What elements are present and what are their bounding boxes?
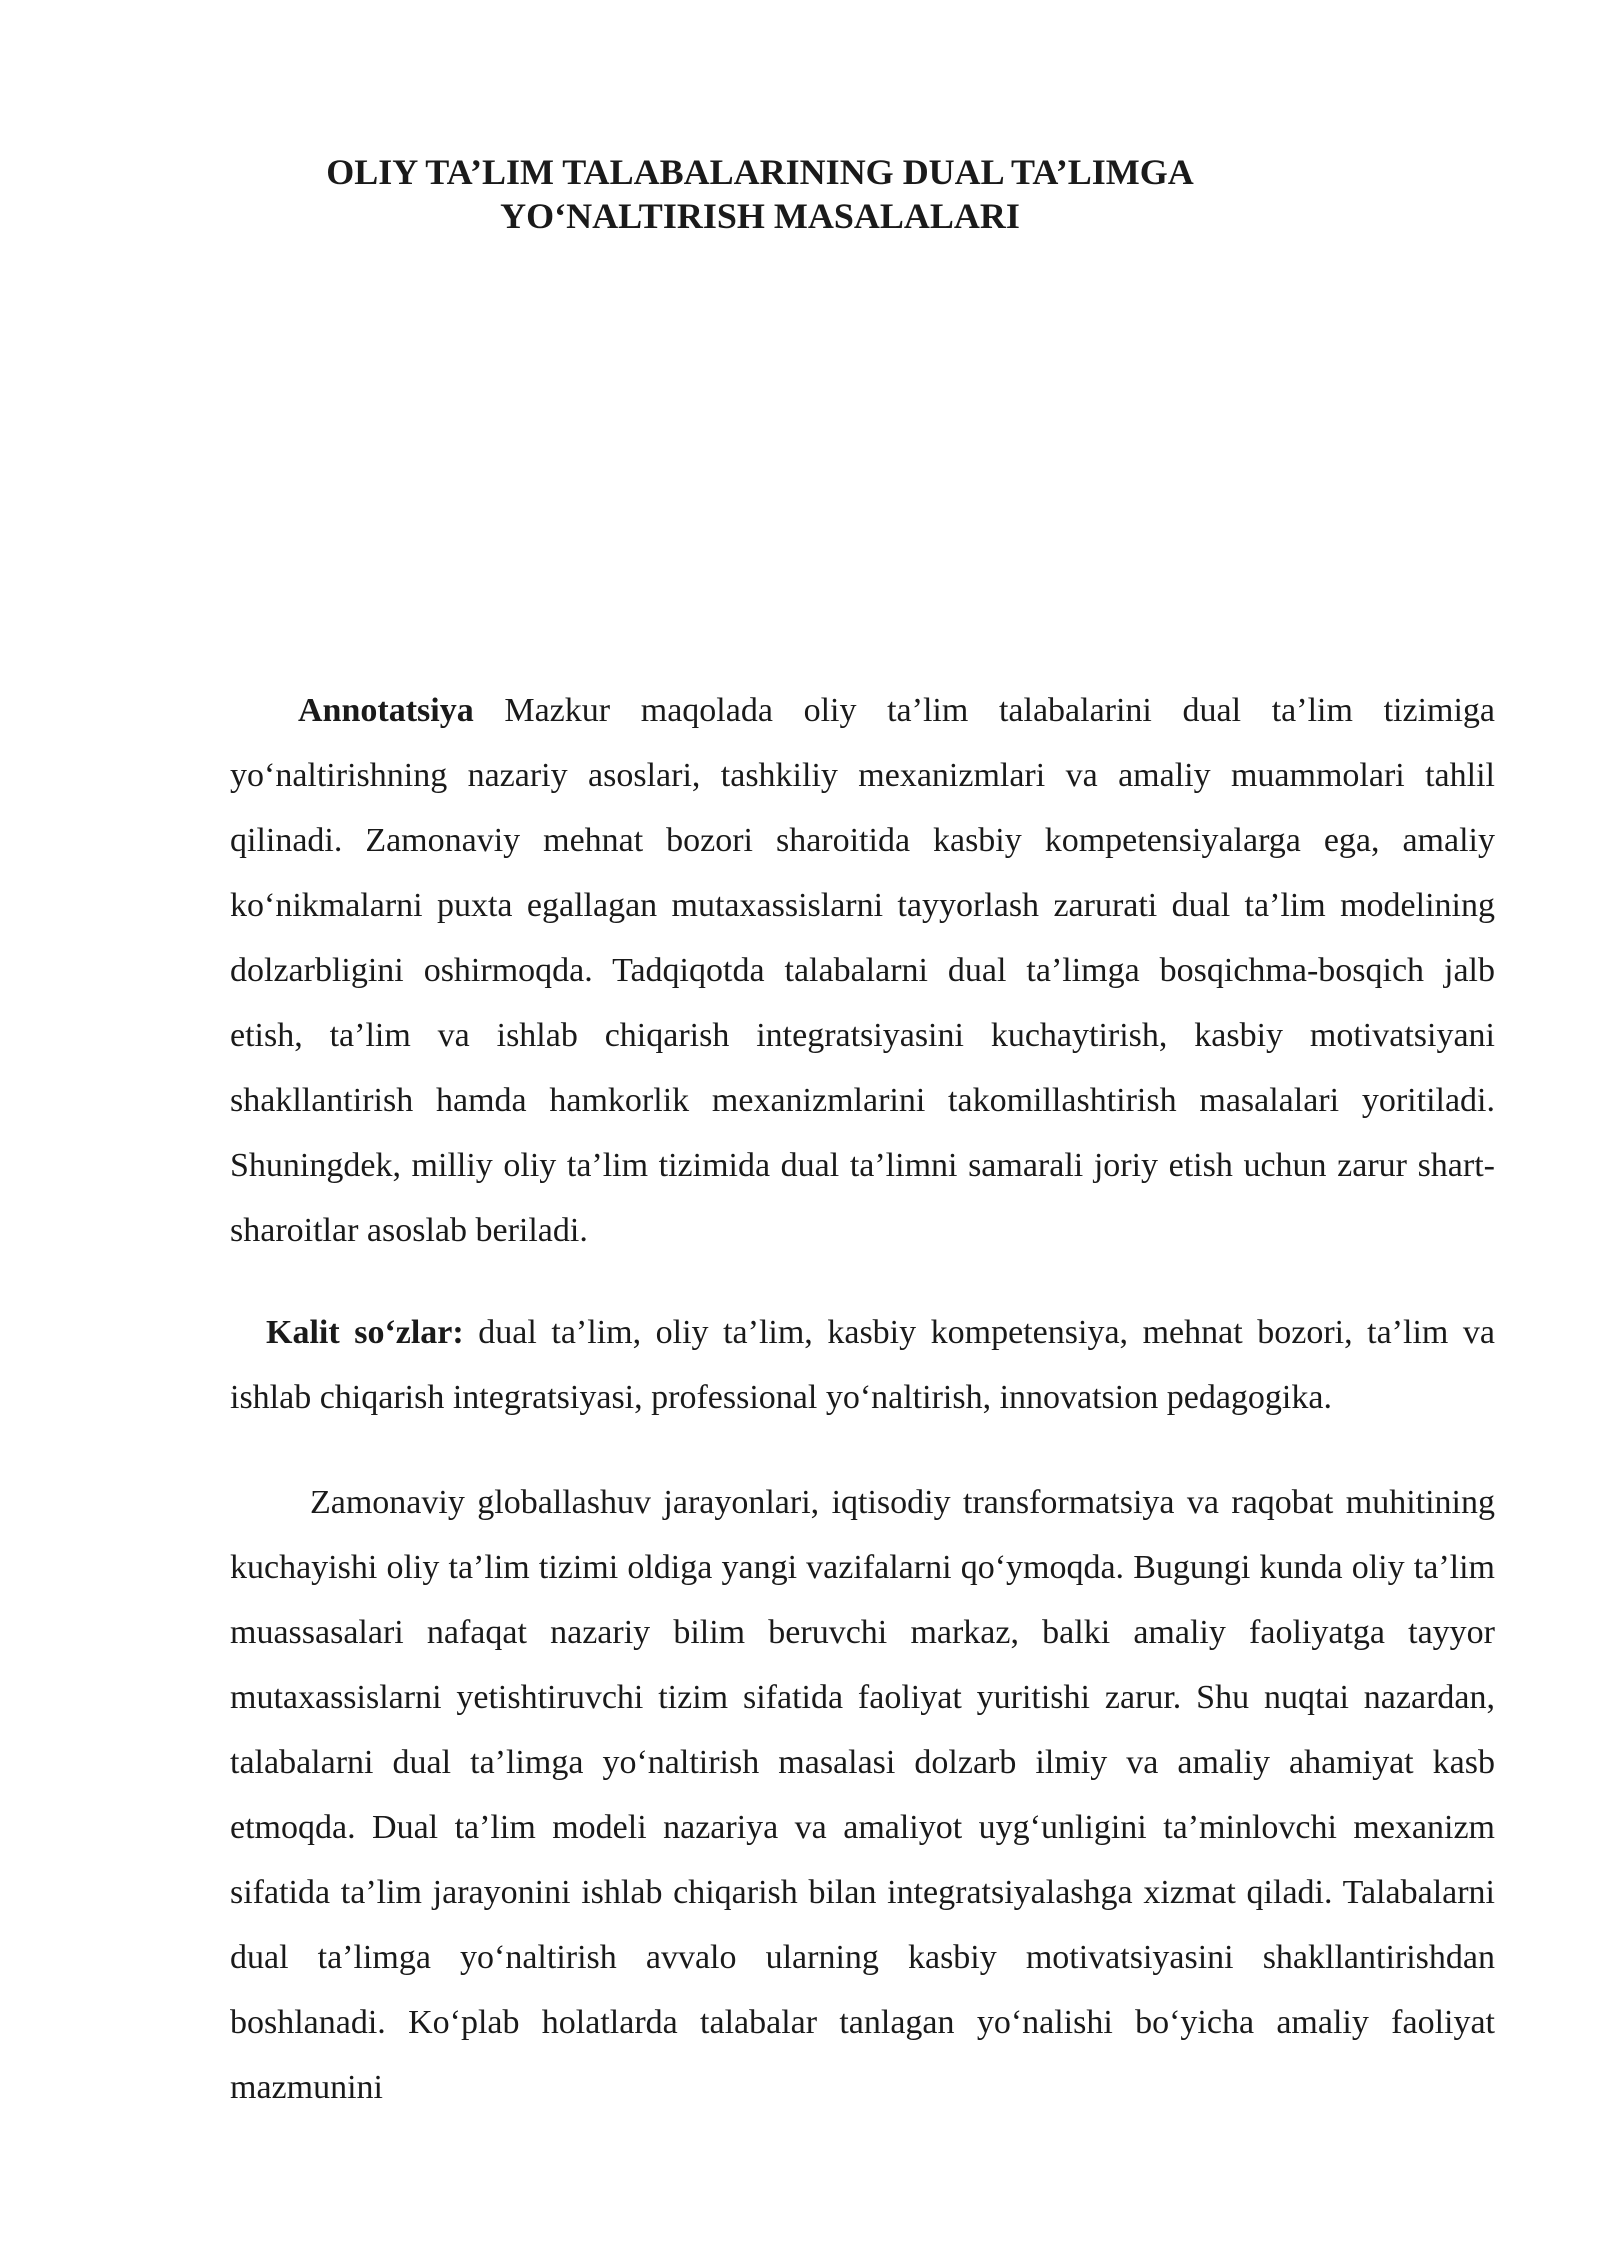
body-paragraph: Zamonaviy globallashuv jarayonlari, iqtisodiy transformatsiya va raqobat muhitining kuchayishi oliy ta’lim tizimi oldiga yangi vazifalarni qo‘ymoqda. Bugungi kunda oliy ta’lim muassasalari nafaqat nazariy bilim beruvchi markaz, balki amaliy faoliyatga tayyor mutaxassislarni yetishtiruvchi tizim sifatida faoliyat yuritishi zarur. Shu nuqtai nazardan, talabalarni dual ta’limga yo‘naltirish masalasi dolzarb ilmiy va amaliy ahamiyat kasb etmoqda. Dual ta’lim modeli nazariya va amaliyot uyg‘unligini ta’minlovchi mexanizm sifatida ta’lim jarayonini ishlab chiqarish bilan integratsiyalashga xizmat qiladi. Talabalarni dual ta’limga yo‘naltirish avvalo ularning kasbiy motivatsiyasini shakllantirishdan boshlanadi. Ko‘plab holatlarda talabalar tanlagan yo‘nalishi bo‘yicha amaliy faoliyat mazmunini bbox=[230, 1484, 1495, 2106]
keywords-label: Kalit so‘zlar: bbox=[266, 1314, 464, 1351]
keywords-paragraph bbox=[230, 1300, 1495, 1430]
annotation-paragraph bbox=[230, 678, 1495, 1263]
keywords-text: dual ta’lim, oliy ta’lim, kasbiy kompetensiya, mehnat bozori, ta’lim va ishlab chiqarish integratsiyasi, professional yo‘naltirish, innovatsion pedagogika. bbox=[230, 1314, 1495, 1416]
annotation-label: Annotatsiya bbox=[298, 692, 474, 729]
document-title: OLIY TA’LIM TALABALARINING DUAL TA’LIMGA YO‘NALTIRISH MASALALARI bbox=[326, 152, 1194, 236]
annotation-text: Mazkur maqolada oliy ta’lim talabalarini dual ta’lim tizimiga yo‘naltirishning nazariy asoslari, tashkiliy mexanizmlari va amaliy muammolari tahlil qilinadi. Zamonaviy mehnat bozori sharoitida kasbiy kompetensiyalarga ega, amaliy ko‘nikmalarni puxta egallagan mutaxassislarni tayyorlash zarurati dual ta’lim modelining dolzarbligini oshirmoqda. Tadqiqotda talabalarni dual ta’limga bosqichma-bosqich jalb etish, ta’lim va ishlab chiqarish integratsiyasini kuchaytirish, kasbiy motivatsiyani shakllantirish hamda hamkorlik mexanizmlarini takomillashtirish masalalari yoritiladi. Shuningdek, milliy oliy ta’lim tizimida dual ta’limni samarali joriy etish uchun zarur shart-sharoitlar asoslab beriladi. bbox=[230, 692, 1495, 1249]
